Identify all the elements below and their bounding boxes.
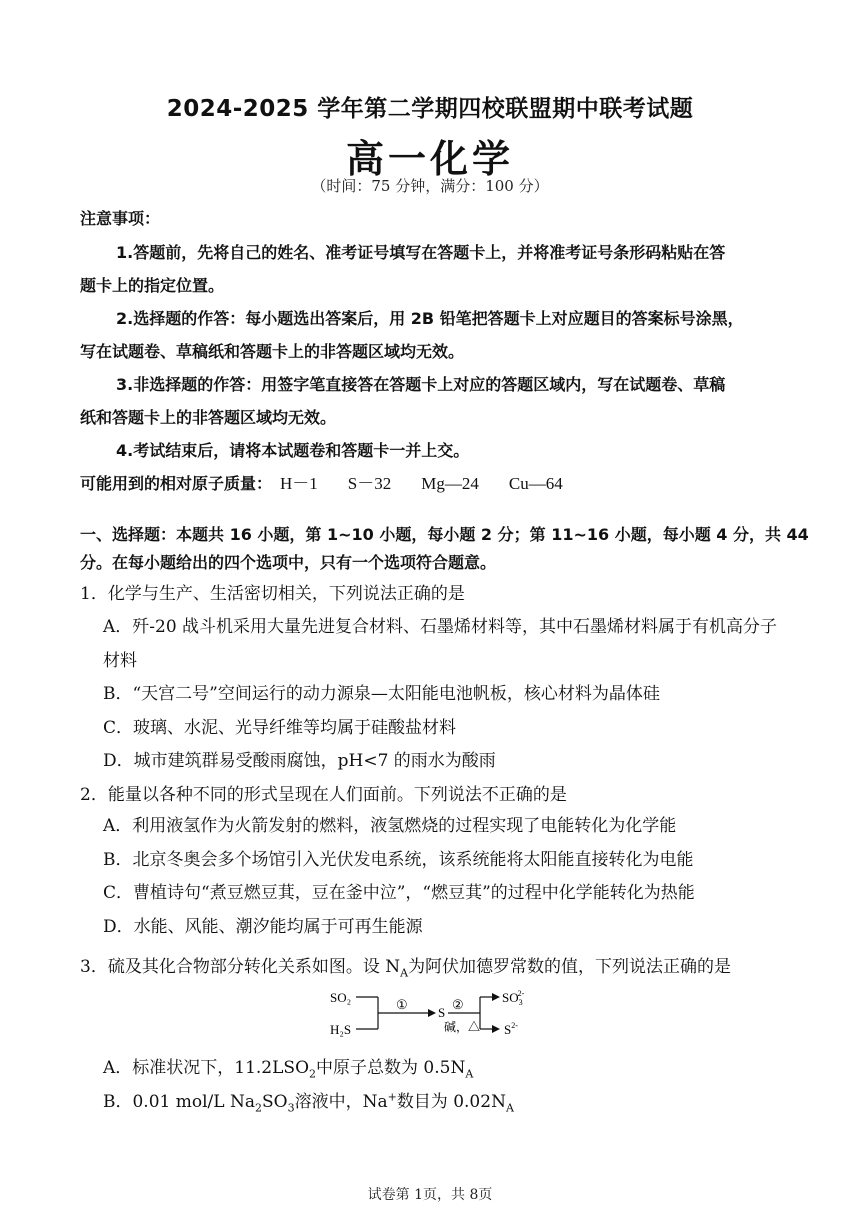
q1-option-d: D．城市建筑群易受酸雨腐蚀，pH<7 的雨水为酸雨 xyxy=(103,751,496,771)
diagram-so3-sub: 3 xyxy=(518,998,523,1007)
q3-option-a xyxy=(103,1053,473,1080)
note-2-line2: 写在试题卷、草稿纸和答题卡上的非答题区域均无效。 xyxy=(80,342,465,361)
q3-stem-part-a: 3．硫及其化合物部分转化关系如图。设 N xyxy=(80,957,401,977)
q1-stem: 1．化学与生产、生活密切相关，下列说法正确的是 xyxy=(80,584,465,604)
time-info: （时间：75 分钟，满分：100 分） xyxy=(311,177,549,195)
diagram-s2 xyxy=(504,1021,518,1037)
q3-option-b-sub3: A xyxy=(505,1101,514,1115)
q3-option-b-sub1: 2 xyxy=(254,1101,262,1115)
q1-option-c: C．玻璃、水泥、光导纤维等均属于硅酸盐材料 xyxy=(103,718,457,738)
q3-stem xyxy=(80,952,731,979)
mass-s: S－32 xyxy=(347,474,392,493)
q2-option-d: D．水能、风能、潮汐能均属于可再生能源 xyxy=(103,917,423,937)
exam-title: 2024-2025 学年第二学期四校联盟期中联考试题 xyxy=(166,96,694,122)
q3-option-b xyxy=(103,1087,514,1114)
atomic-mass-label: 可能用到的相对原子质量： xyxy=(80,474,273,493)
q2-option-b: B．北京冬奥会多个场馆引入光伏发电系统，该系统能将太阳能直接转化为电能 xyxy=(103,850,694,870)
q3-option-b-sub2: 3 xyxy=(287,1101,295,1115)
q3-option-a-sub1: 2 xyxy=(309,1067,317,1081)
diagram-so3 xyxy=(502,989,525,1007)
note-3-line1: 3.非选择题的作答：用签字笔直接答在答题卡上对应的答题区域内，写在试题卷、草稿 xyxy=(116,375,726,394)
q2-option-a: A．利用液氢作为火箭发射的燃料，液氢燃烧的过程实现了电能转化为化学能 xyxy=(103,816,677,836)
subject-title: 高一化学 xyxy=(345,137,514,181)
q3-option-a-part-b: 中原子总数为 0.5N xyxy=(316,1058,466,1078)
diagram-condition: 碱，△ xyxy=(444,1020,481,1034)
q3-option-b-part-a: B．0.01 mol/L Na xyxy=(103,1092,255,1112)
section1-line1: 一、选择题：本题共 16 小题，第 1~10 小题，每小题 2 分；第 11~16 小题，每小题 4 分，共 44 xyxy=(80,525,809,544)
q1-option-a-line2: 材料 xyxy=(103,651,137,671)
diagram-step-2: ② xyxy=(452,997,464,1012)
atomic-mass-row xyxy=(80,469,593,494)
q3-option-a-sub2: A xyxy=(465,1067,474,1081)
sulfur-conversion-diagram xyxy=(320,984,550,1044)
q1-option-a-line1: A．歼-20 战斗机采用大量先进复合材料、石墨烯材料等，其中石墨烯材料属于有机高分子 xyxy=(103,617,778,637)
q3-option-b-part-d: 数目为 0.02N xyxy=(396,1092,506,1112)
diagram-h2s: H₂S xyxy=(330,1022,352,1037)
diagram-arrowhead-1 xyxy=(428,1009,436,1017)
diagram-arrowhead-bottom xyxy=(492,1025,500,1033)
note-4-line1: 4.考试结束后，请将本试题卷和答题卡一并上交。 xyxy=(116,441,470,460)
q2-option-c: C．曹植诗句“煮豆燃豆萁，豆在釜中泣”，“燃豆萁”的过程中化学能转化为热能 xyxy=(103,883,695,903)
mass-h: H－1 xyxy=(280,474,318,493)
q3-option-b-part-b: SO xyxy=(261,1092,288,1112)
mass-mg: Mg—24 xyxy=(421,474,479,493)
q3-option-b-sup: + xyxy=(387,1090,397,1104)
q1-option-b: B．“天宫二号”空间运行的动力源泉—太阳能电池帆板，核心材料为晶体硅 xyxy=(103,684,660,704)
q3-stem-part-b: 为阿伏加德罗常数的值，下列说法正确的是 xyxy=(408,957,732,977)
diagram-s: S xyxy=(438,1005,446,1020)
diagram-arrowhead-top xyxy=(492,993,500,1001)
q3-option-b-part-c: 溶液中，Na xyxy=(294,1092,388,1112)
q2-stem: 2．能量以各种不同的形式呈现在人们面前。下列说法不正确的是 xyxy=(80,785,567,805)
q3-option-a-part-a: A．标准状况下，11.2LSO xyxy=(103,1058,310,1078)
note-1-line1: 1.答题前，先将自己的姓名、准考证号填写在答题卡上，并将准考证号条形码粘贴在答 xyxy=(116,243,726,262)
notes-heading: 注意事项： xyxy=(80,209,161,228)
note-3-line2: 纸和答题卡上的非答题区域均无效。 xyxy=(80,408,337,427)
diagram-so3-base: SO xyxy=(502,990,519,1005)
section1-line2: 分。在每小题给出的四个选项中，只有一个选项符合题意。 xyxy=(80,553,497,572)
note-1-line2: 题卡上的指定位置。 xyxy=(80,276,225,295)
page-footer: 试卷第 1页，共 8页 xyxy=(367,1187,493,1203)
diagram-so2: SO₂ xyxy=(330,990,352,1005)
diagram-step-1: ① xyxy=(396,997,408,1012)
diagram-so3-sup: 2- xyxy=(517,989,525,998)
diagram-s2-sup: 2- xyxy=(511,1021,518,1030)
diagram-s2-base: S xyxy=(504,1022,512,1037)
mass-cu: Cu—64 xyxy=(508,474,563,493)
note-2-line1: 2.选择题的作答：每小题选出答案后，用 2B 铅笔把答题卡上对应题目的答案标号涂黑， xyxy=(116,309,744,328)
q3-stem-subscript: A xyxy=(400,966,409,980)
